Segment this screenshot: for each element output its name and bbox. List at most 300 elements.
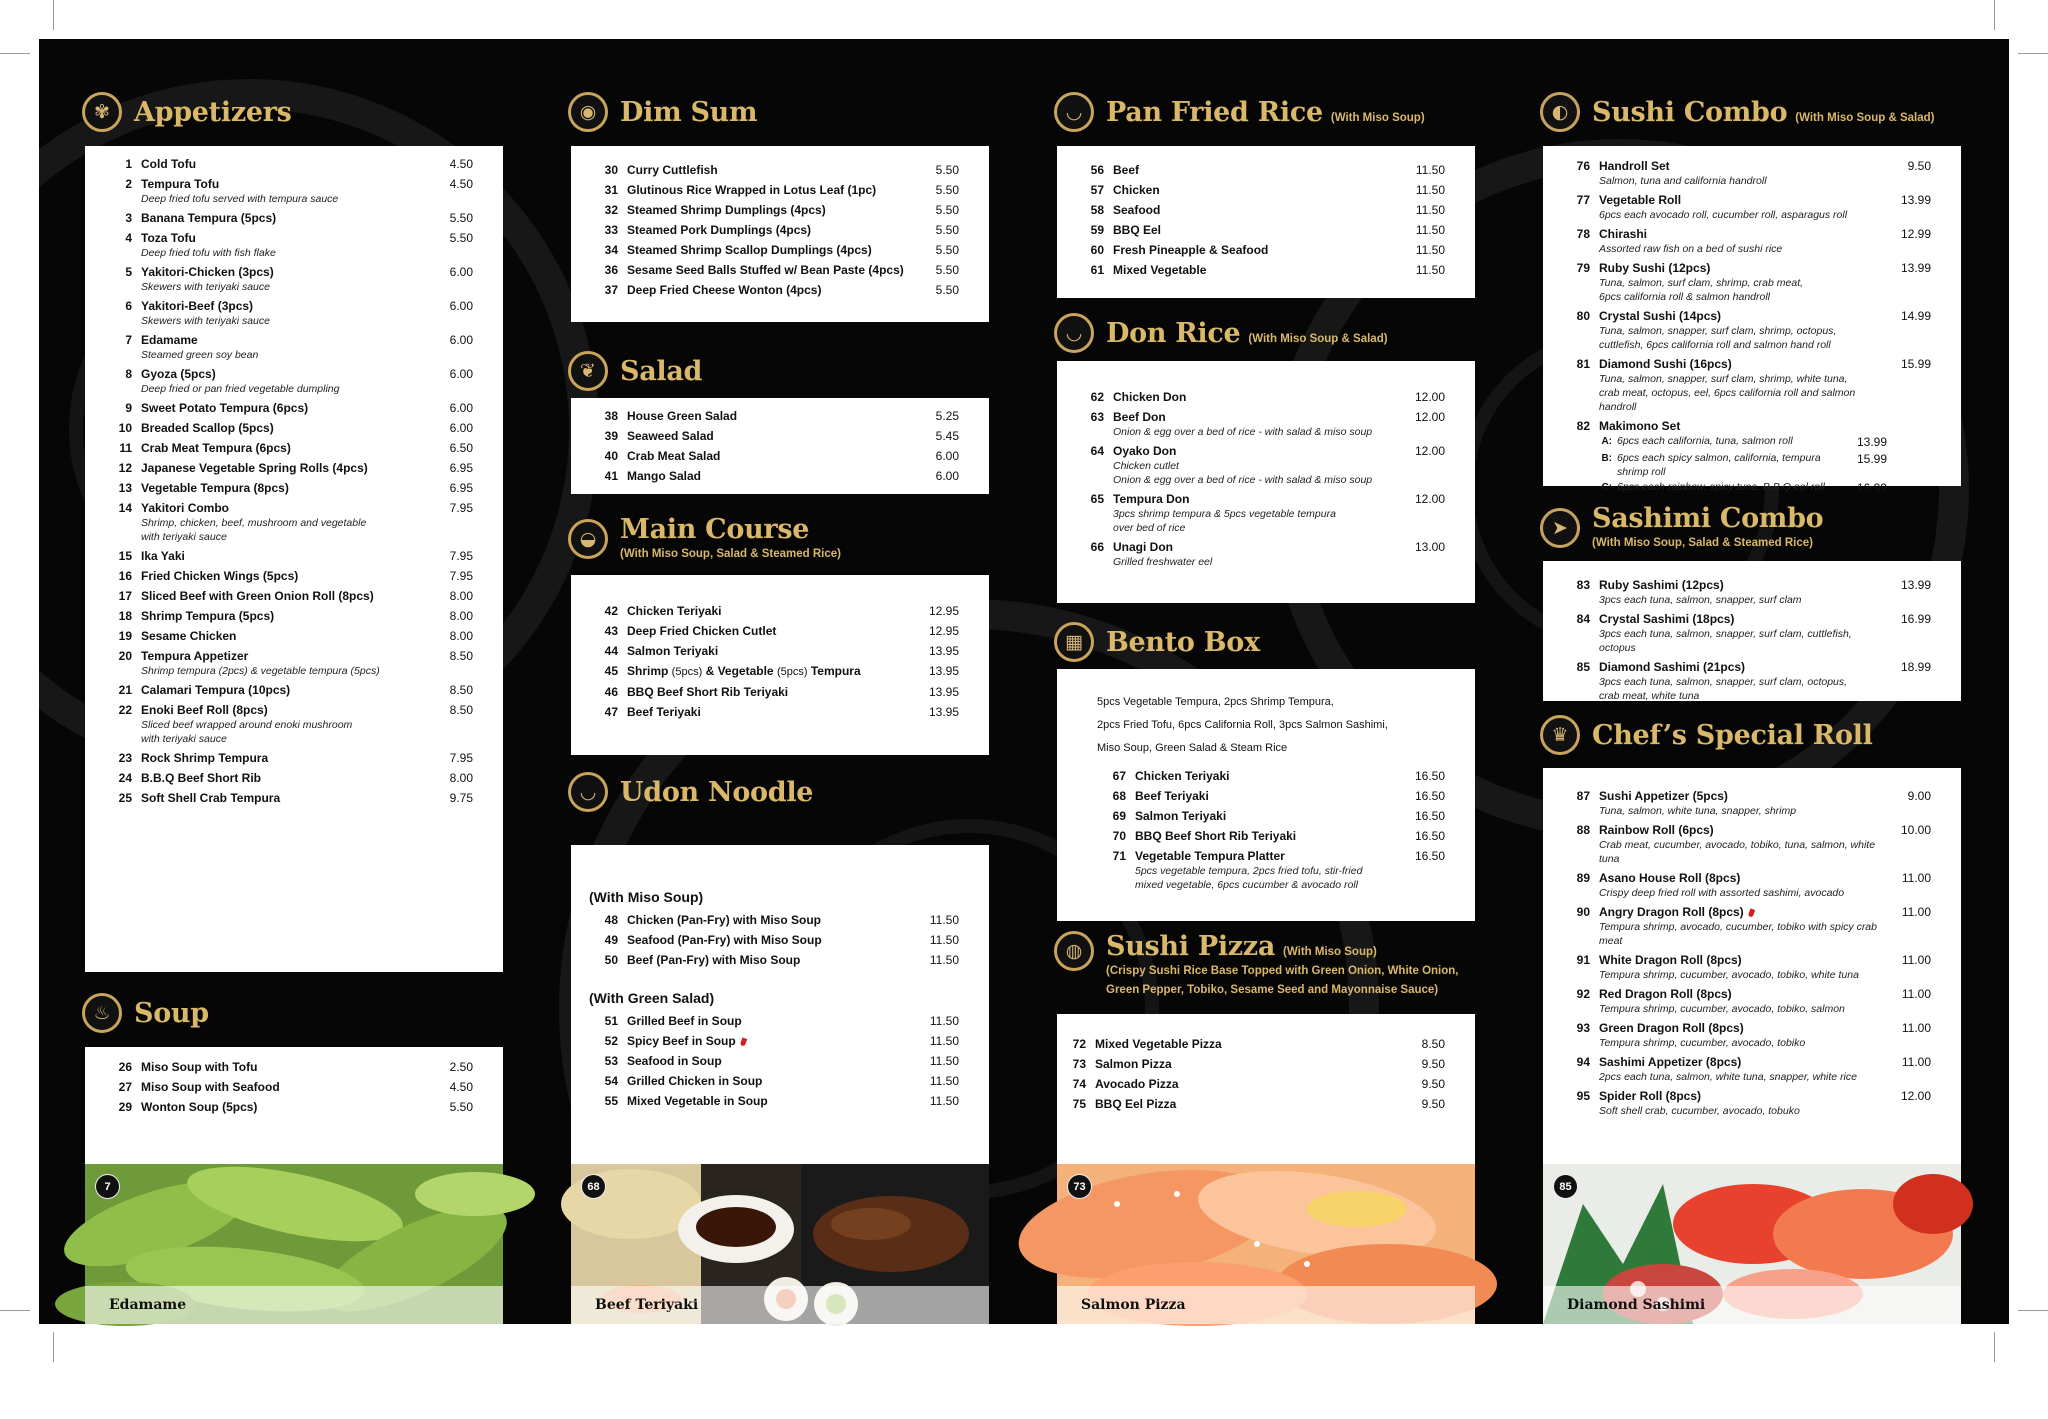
item-name: Sashimi Appetizer (8pcs) <box>1599 1055 1742 1069</box>
menu-item <box>1561 418 1931 497</box>
item-body <box>1599 986 1887 1016</box>
item-body <box>1113 202 1401 218</box>
menu-item <box>589 603 959 619</box>
item-name: Curry Cuttlefish <box>627 163 718 177</box>
section-title: Salad <box>620 355 703 387</box>
item-name: Mixed Vegetable <box>1113 263 1207 277</box>
menu-item <box>1561 308 1931 352</box>
item-name: Handroll Set <box>1599 159 1670 173</box>
section-header-sashimi-combo <box>1507 491 1977 565</box>
soup-bowl-icon: ♨ <box>82 993 122 1033</box>
item-number: 20 <box>118 649 132 663</box>
item-price: 11.50 <box>929 933 959 947</box>
menu-item <box>103 628 473 644</box>
sub-option-key: A: <box>1601 436 1612 447</box>
item-number: 84 <box>1576 612 1590 626</box>
item-body <box>141 568 429 584</box>
item-price: 18.99 <box>1900 660 1931 674</box>
item-price: 5.45 <box>935 429 959 443</box>
menu-item <box>1075 443 1445 487</box>
section-list-don-rice <box>1057 361 1475 603</box>
item-name: Seafood <box>1113 203 1161 217</box>
item-price: 12.00 <box>1414 444 1445 458</box>
menu-item <box>103 1079 473 1095</box>
menu-item <box>1561 1020 1931 1050</box>
item-name: Deep Fried Cheese Wonton (4pcs) <box>627 283 822 297</box>
item-name: Ika Yaki <box>141 549 185 563</box>
item-name: Miso Soup with Tofu <box>141 1060 258 1074</box>
item-name: Ruby Sushi (12pcs) <box>1599 261 1711 275</box>
item-name: Glutinous Rice Wrapped in Lotus Leaf (1pc) <box>627 183 877 197</box>
item-price: 13.99 <box>1900 193 1931 207</box>
menu-item <box>589 262 959 278</box>
menu-item <box>589 162 959 178</box>
item-number: 3 <box>125 211 132 225</box>
item-description: crab meat, white tuna <box>1599 690 1700 702</box>
item-body <box>141 1099 429 1115</box>
item-name: BBQ Beef Short Rib Teriyaki <box>627 685 789 699</box>
photo-caption: Diamond Sashimi <box>1543 1286 1961 1324</box>
section-list-udon-noodle <box>571 845 989 1165</box>
item-name: Breaded Scallop (5pcs) <box>141 421 274 435</box>
menu-item <box>1057 1076 1445 1092</box>
item-body <box>1599 870 1887 900</box>
menu-item <box>589 663 959 680</box>
menu-item <box>589 408 959 424</box>
section-title: Appetizers <box>134 96 292 128</box>
item-body <box>1599 904 1887 948</box>
menu-item <box>103 366 473 396</box>
item-name-part: Tempura <box>807 664 861 678</box>
item-name: Salmon Pizza <box>1095 1057 1172 1071</box>
menu-item <box>1057 1056 1445 1072</box>
photo-caption: Edamame <box>85 1286 503 1324</box>
item-name: Salmon Teriyaki <box>1135 809 1227 823</box>
menu-item <box>589 182 959 198</box>
item-name: Steamed Pork Dumplings (4pcs) <box>627 223 812 237</box>
menu-item <box>103 682 473 698</box>
menu-item <box>103 332 473 362</box>
item-description: 6pcs california roll & salmon handroll <box>1599 291 1770 303</box>
item-price: 6.00 <box>449 265 473 279</box>
item-number: 89 <box>1576 871 1590 885</box>
item-body <box>1113 539 1401 569</box>
item-number: 83 <box>1576 578 1590 592</box>
section-list-salad <box>571 398 989 494</box>
item-number: 80 <box>1576 309 1590 323</box>
item-price: 11.50 <box>929 1054 959 1068</box>
item-number: 93 <box>1576 1021 1590 1035</box>
item-body <box>141 440 429 456</box>
item-name: Gyoza (5pcs) <box>141 367 216 381</box>
item-number: 25 <box>118 791 132 805</box>
item-description: 3pcs each tuna, salmon, snapper, surf clam, cuttlefish, octopus <box>1599 628 1852 654</box>
item-price: 5.50 <box>935 263 959 277</box>
item-body <box>627 932 915 948</box>
item-price: 11.50 <box>929 953 959 967</box>
item-price: 9.50 <box>1421 1057 1445 1071</box>
item-price: 6.00 <box>449 333 473 347</box>
item-body <box>1599 192 1887 222</box>
menu-item <box>1097 808 1445 824</box>
section-note: (Crispy Sushi Rice Base Topped with Green Onion, White Onion, <box>1106 965 1459 977</box>
item-price: 5.50 <box>935 243 959 257</box>
item-price: 16.50 <box>1414 849 1445 863</box>
item-body <box>627 1093 915 1109</box>
menu-item <box>103 1099 473 1115</box>
item-body <box>1095 1036 1401 1052</box>
dumpling-basket-icon: ◉ <box>568 92 608 132</box>
item-price: 11.50 <box>929 1014 959 1028</box>
item-body <box>141 648 429 678</box>
section-list-main-course <box>571 575 989 755</box>
section-title: Pan Fried Rice <box>1106 96 1323 128</box>
item-body <box>627 623 915 639</box>
item-description: Tuna, salmon, snapper, surf clam, shrimp, white tuna, <box>1599 373 1848 385</box>
item-name: Chicken (Pan-Fry) with Miso Soup <box>627 913 822 927</box>
item-price: 5.50 <box>935 223 959 237</box>
item-body <box>141 264 429 294</box>
menu-item <box>589 623 959 639</box>
item-description: Tempura shrimp, cucumber, avocado, tobiko, salmon <box>1599 1003 1845 1015</box>
item-price: 11.50 <box>1415 223 1445 237</box>
item-name: Spider Roll (8pcs) <box>1599 1089 1702 1103</box>
photo-caption: Salmon Pizza <box>1057 1286 1475 1324</box>
fish-icon: ➤ <box>1540 508 1580 548</box>
item-price: 12.95 <box>928 624 959 638</box>
item-number: 44 <box>604 644 618 658</box>
item-number: 58 <box>1090 203 1104 217</box>
section-header-appetizers <box>49 84 519 140</box>
item-price: 4.50 <box>449 157 473 171</box>
item-price: 11.50 <box>1415 263 1445 277</box>
item-body <box>141 366 429 396</box>
item-name: Enoki Beef Roll (8pcs) <box>141 703 268 717</box>
item-name: Edamame <box>141 333 198 347</box>
menu-column-4 <box>1507 39 1977 1324</box>
item-number: 82 <box>1576 419 1590 433</box>
item-body <box>141 1059 429 1075</box>
item-number: 62 <box>1090 390 1104 404</box>
item-name: Avocado Pizza <box>1095 1077 1179 1091</box>
item-number: 46 <box>604 685 618 699</box>
item-body <box>627 222 915 238</box>
item-description: 3pcs each tuna, salmon, snapper, surf clam, octopus, <box>1599 676 1848 688</box>
item-body <box>1135 768 1401 784</box>
menu-item <box>1097 768 1445 784</box>
item-number: 18 <box>118 609 132 623</box>
section-title: Udon Noodle <box>620 776 814 808</box>
photo-item-number-badge: 68 <box>581 1174 606 1199</box>
item-name: Tempura Don <box>1113 492 1190 506</box>
item-body <box>1599 308 1887 352</box>
item-name: Beef Teriyaki <box>1135 789 1209 803</box>
menu-item <box>103 210 473 226</box>
item-body <box>1599 952 1887 982</box>
item-body <box>1113 222 1401 238</box>
item-body <box>1599 1054 1887 1084</box>
item-name: Angry Dragon Roll (8pcs) <box>1599 904 1887 920</box>
item-name: Ruby Sashimi (12pcs) <box>1599 578 1724 592</box>
item-price: 13.95 <box>928 705 959 719</box>
item-name-part: Shrimp <box>627 664 672 678</box>
item-body <box>627 182 915 198</box>
item-description: Salmon, tuna and california handroll <box>1599 175 1767 187</box>
item-number: 57 <box>1090 183 1104 197</box>
item-price: 13.95 <box>928 664 959 678</box>
item-description: Tempura shrimp, avocado, cucumber, tobiko with spicy crab meat <box>1599 921 1877 947</box>
item-number: 61 <box>1090 263 1104 277</box>
section-header-dim-sum <box>535 84 1005 140</box>
item-name: Crystal Sashimi (18pcs) <box>1599 612 1735 626</box>
photo-salmon-pizza <box>1057 1164 1475 1324</box>
item-price: 12.00 <box>1900 1089 1931 1103</box>
item-body <box>627 663 915 680</box>
item-body <box>627 448 915 464</box>
item-description: Sliced beef wrapped around enoki mushroom <box>141 719 353 731</box>
section-title: Main Course <box>620 514 810 545</box>
menu-item <box>1561 577 1931 607</box>
sub-option-body <box>1617 434 1843 448</box>
menu-item <box>1075 182 1445 198</box>
section-description: Miso Soup, Green Salad & Steam Rice <box>1097 742 1288 754</box>
item-price: 4.50 <box>449 1080 473 1094</box>
item-description: Deep fried tofu served with tempura sauce <box>141 193 339 205</box>
item-price: 13.95 <box>928 644 959 658</box>
section-title: Don Rice <box>1106 317 1241 349</box>
item-name: Steamed Shrimp Scallop Dumplings (4pcs) <box>627 243 872 257</box>
item-name: BBQ Eel <box>1113 223 1162 237</box>
section-subtitle: (With Miso Soup & Salad) <box>1248 332 1388 345</box>
item-body <box>141 460 429 476</box>
item-body <box>627 684 915 700</box>
item-number: 48 <box>604 913 618 927</box>
item-body <box>1135 828 1401 844</box>
item-number: 70 <box>1112 829 1126 843</box>
item-price: 11.00 <box>1901 905 1931 919</box>
item-number: 36 <box>604 263 618 277</box>
item-name: Calamari Tempura (10pcs) <box>141 683 291 697</box>
item-price: 6.00 <box>935 449 959 463</box>
menu-item <box>1075 539 1445 569</box>
item-price: 11.50 <box>1415 203 1445 217</box>
item-price: 2.50 <box>449 1060 473 1074</box>
item-name: Cold Tofu <box>141 157 197 171</box>
item-name: Grilled Chicken in Soup <box>627 1074 763 1088</box>
item-body <box>627 428 915 444</box>
rice-bowl-icon: ◡ <box>1054 92 1094 132</box>
bento-box-icon: ▦ <box>1054 622 1094 662</box>
item-description: Soft shell crab, cucumber, avocado, tobuko <box>1599 1105 1800 1117</box>
item-description: Tuna, salmon, surf clam, shrimp, crab meat, <box>1599 277 1804 289</box>
item-number: 68 <box>1112 789 1126 803</box>
item-price: 5.50 <box>449 231 473 245</box>
item-body <box>1113 262 1401 278</box>
item-name: Chirashi <box>1599 227 1648 241</box>
item-number: 72 <box>1072 1037 1086 1051</box>
item-price: 7.95 <box>449 569 473 583</box>
section-note: (With Miso Soup, Salad & Steamed Rice) <box>620 548 841 560</box>
item-body <box>1113 491 1401 535</box>
item-number: 66 <box>1090 540 1104 554</box>
item-price: 13.00 <box>1414 540 1445 554</box>
item-name: Chicken Don <box>1113 390 1187 404</box>
section-title: Dim Sum <box>620 96 758 128</box>
item-price: 13.99 <box>1900 261 1931 275</box>
item-body <box>141 1079 429 1095</box>
item-price: 6.00 <box>449 367 473 381</box>
item-price: 13.99 <box>1900 578 1931 592</box>
item-body <box>1113 443 1401 487</box>
item-description: 3pcs shrimp tempura & 5pcs vegetable tempura <box>1113 508 1336 520</box>
item-name: Rock Shrimp Tempura <box>141 751 269 765</box>
menu-item <box>589 468 959 484</box>
section-note: (With Miso Soup, Salad & Steamed Rice) <box>1592 537 1813 549</box>
photo-edamame <box>85 1164 503 1324</box>
item-number: 85 <box>1576 660 1590 674</box>
item-price: 6.95 <box>449 481 473 495</box>
menu-item <box>103 608 473 624</box>
item-body <box>141 480 429 496</box>
item-name: B.B.Q Beef Short Rib <box>141 771 262 785</box>
item-number: 73 <box>1072 1057 1086 1071</box>
menu-item <box>1075 262 1445 278</box>
item-price: 9.50 <box>1421 1097 1445 1111</box>
item-price: 11.50 <box>929 913 959 927</box>
item-name: Shrimp Tempura (5pcs) <box>141 609 275 623</box>
item-price: 11.50 <box>929 1074 959 1088</box>
item-body <box>627 704 915 720</box>
item-number: 95 <box>1576 1089 1590 1103</box>
section-note: Green Pepper, Tobiko, Sesame Seed and Mayonnaise Sauce) <box>1106 984 1439 996</box>
menu-item <box>589 222 959 238</box>
section-list-pan-fried-rice <box>1057 146 1475 298</box>
item-number: 6 <box>125 299 132 313</box>
menu-item <box>103 1059 473 1075</box>
item-number: 59 <box>1090 223 1104 237</box>
item-price: 13.95 <box>928 685 959 699</box>
item-body <box>1599 226 1887 256</box>
group-label: (With Green Salad) <box>589 990 715 1006</box>
item-number: 78 <box>1576 227 1590 241</box>
item-number: 24 <box>118 771 132 785</box>
item-price: 5.50 <box>449 211 473 225</box>
item-price: 5.50 <box>935 203 959 217</box>
item-name: Deep Fried Chicken Cutlet <box>627 624 777 638</box>
menu-item <box>103 298 473 328</box>
item-name: Toza Tofu <box>141 231 196 245</box>
menu-item <box>1561 870 1931 900</box>
item-number: 1 <box>125 157 132 171</box>
menu-item <box>1561 986 1931 1016</box>
item-body <box>627 408 915 424</box>
menu-item <box>589 684 959 700</box>
item-name: Diamond Sushi (16pcs) <box>1599 357 1732 371</box>
item-number: 19 <box>118 629 132 643</box>
sub-option-body <box>1617 451 1843 479</box>
menu-item <box>103 548 473 564</box>
item-name: Green Dragon Roll (8pcs) <box>1599 1021 1744 1035</box>
section-subtitle: (With Miso Soup) <box>1330 111 1425 124</box>
menu-item <box>1561 611 1931 655</box>
section-list-sushi-combo <box>1543 146 1961 495</box>
item-body <box>141 156 429 172</box>
noodle-bowl-icon: ◡ <box>568 772 608 812</box>
section-header-pan-fried-rice <box>1021 84 1491 140</box>
menu-item <box>103 480 473 496</box>
item-price: 7.95 <box>449 751 473 765</box>
item-price: 12.00 <box>1414 390 1445 404</box>
wheat-icon: ✾ <box>82 92 122 132</box>
item-name: Vegetable Tempura Platter <box>1135 849 1285 863</box>
item-body <box>141 770 429 786</box>
item-number: 33 <box>604 223 618 237</box>
item-price: 6.00 <box>935 469 959 483</box>
item-name: Sliced Beef with Green Onion Roll (8pcs) <box>141 589 374 603</box>
section-header-sushi-pizza <box>1021 927 1491 1015</box>
photo-caption: Beef Teriyaki <box>571 1286 989 1324</box>
item-description: Chicken cutlet <box>1113 460 1179 472</box>
sub-option-price: 13.99 <box>1856 435 1887 449</box>
photo-item-number-badge: 7 <box>95 1174 120 1199</box>
item-name: BBQ Eel Pizza <box>1095 1097 1177 1111</box>
section-header-salad <box>535 336 1005 406</box>
item-price: 9.50 <box>1421 1077 1445 1091</box>
item-number: 16 <box>118 569 132 583</box>
item-body <box>627 1033 915 1049</box>
item-price: 16.50 <box>1414 829 1445 843</box>
menu-item <box>1075 242 1445 258</box>
item-description: 2pcs each tuna, salmon, white tuna, snapper, white rice <box>1599 1071 1857 1083</box>
item-price: 7.95 <box>449 501 473 515</box>
section-subtitle: (With Miso Soup) <box>1283 946 1377 958</box>
item-number: 45 <box>604 664 618 678</box>
menu-item <box>1075 202 1445 218</box>
rice-bowl-icon: ◡ <box>1054 313 1094 353</box>
item-body <box>1599 1088 1887 1118</box>
sub-option-price: 16.99 <box>1856 481 1887 495</box>
item-name-part: (5pcs) <box>671 666 703 678</box>
item-price: 8.50 <box>449 649 473 663</box>
menu-item <box>589 242 959 258</box>
item-price: 16.99 <box>1900 612 1931 626</box>
item-name: Mixed Vegetable Pizza <box>1095 1037 1222 1051</box>
item-name: Banana Tempura (5pcs) <box>141 211 277 225</box>
menu-item <box>103 420 473 436</box>
menu-item <box>103 568 473 584</box>
menu-item <box>1057 1096 1445 1112</box>
sub-option <box>1599 451 1887 479</box>
item-price: 11.00 <box>1901 1055 1931 1069</box>
pizza-icon: ◍ <box>1054 931 1094 971</box>
chef-plate-icon: ◒ <box>568 519 608 559</box>
section-title: Sashimi Combo <box>1592 503 1824 534</box>
item-body <box>1599 418 1887 497</box>
item-body <box>1599 158 1887 188</box>
item-number: 65 <box>1090 492 1104 506</box>
item-body <box>627 162 915 178</box>
menu-item <box>103 230 473 260</box>
item-name: Chicken <box>1113 183 1160 197</box>
item-description: Crispy deep fried roll with assorted sashimi, avocado <box>1599 887 1845 899</box>
item-number: 71 <box>1112 849 1126 863</box>
photo-beef-teriyaki <box>571 1164 989 1324</box>
item-price: 8.00 <box>449 771 473 785</box>
item-number: 13 <box>118 481 132 495</box>
item-number: 50 <box>604 953 618 967</box>
item-name <box>627 663 915 680</box>
menu-item <box>103 648 473 678</box>
